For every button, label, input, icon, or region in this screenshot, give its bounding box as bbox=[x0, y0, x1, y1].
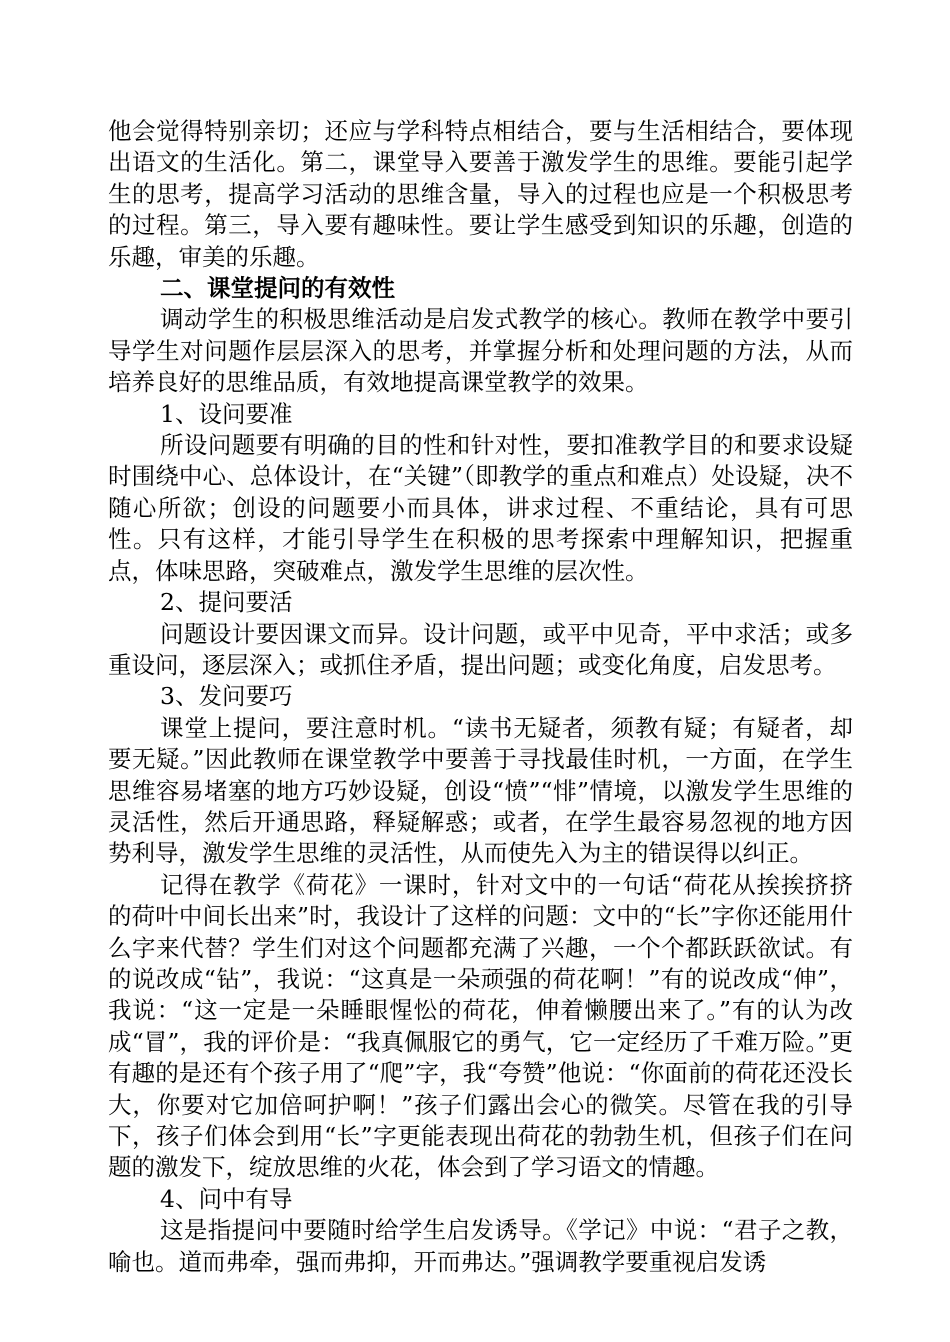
paragraph-lotus-example: 记得在教学《荷花》一课时，针对文中的一句话“荷花从挨挨挤挤的荷叶中间长出来”时，我设计了这样的问题：文中的“长”字你还能用什么字来代替？学生们对这个问题都充满了兴趣，一个个都跃跃欲试。有的说改成“钻”，我说：“这真是一朵顽强的荷花啊！”有的说改成“伸”，我说：“这一定是一朵睡眼惺忪的荷花，伸着懒腰出来了。”有的认为改成“冒”，我的评价是：“我真佩服它的勇气，它一定经历了千难万险。”更有趣的是还有个孩子用了“爬”字，我“夸赞”他说：“你面前的荷花还没长大，你要对它加倍呵护啊！”孩子们露出会心的微笑。尽管在我的引导下，孩子们体会到用“长”字更能表现出荷花的勃勃生机，但孩子们在问题的激发下，绽放思维的火花，体会到了学习语文的情趣。 bbox=[108, 870, 853, 1182]
subheading-guided-questions: 4、问中有导 bbox=[160, 1184, 293, 1213]
paragraph-clever-questions: 课堂上提问，要注意时机。“读书无疑者，须教有疑；有疑者，却要无疑。”因此教师在课堂教学中要善于寻找最佳时机，一方面，在学生思维容易堵塞的地方巧妙设疑，创设“愤”“悱”情境，以激发学生思维的灵活性，然后开通思路，释疑解惑；或者，在学生最容易忽视的地方因势利导，激发学生思维的灵活性，从而使先入为主的错误得以纠正。 bbox=[108, 713, 853, 868]
paragraph-intro-continuation: 他会觉得特别亲切；还应与学科特点相结合，要与生活相结合，要体现出语文的生活化。第二，课堂导入要善于激发学生的思维。要能引起学生的思考，提高学习活动的思维含量，导入的过程也应是一个积极思考的过程。第三，导入要有趣味性。要让学生感受到知识的乐趣，创造的乐趣，审美的乐趣。 bbox=[108, 117, 853, 271]
paragraph-flexible-questions: 问题设计要因课文而异。设计问题，或平中见奇，平中求活；或多重设问，逐层深入；或抓住矛盾，提出问题；或变化角度，启发思考。 bbox=[108, 619, 853, 679]
document-page bbox=[108, 116, 853, 1278]
paragraph-questioning-overview: 调动学生的积极思维活动是启发式教学的核心。教师在教学中要引导学生对问题作层层深入的思考，并掌握分析和处理问题的方法，从而培养良好的思维品质，有效地提高课堂教学的效果。 bbox=[108, 305, 853, 397]
paragraph-guided-questions: 这是指提问中要随时给学生启发诱导。《学记》中说：“君子之教，喻也。道而弗牵，强而弗抑，开而弗达。”强调教学要重视启发诱 bbox=[108, 1216, 853, 1276]
subheading-precise-questions: 1、设问要准 bbox=[160, 399, 293, 428]
paragraph-precise-questions: 所设问题要有明确的目的性和针对性，要扣准教学目的和要求设疑时围绕中心、总体设计，在“关键”（即教学的重点和难点）处设疑，决不随心所欲；创设的问题要小而具体，讲求过程、不重结论，具有可思性。只有这样，才能引导学生在积极的思考探索中理解知识，把握重点，体味思路，突破难点，激发学生思维的层次性。 bbox=[108, 431, 853, 585]
subheading-clever-questions: 3、发问要巧 bbox=[160, 682, 293, 711]
subheading-flexible-questions: 2、提问要活 bbox=[160, 588, 293, 617]
section-heading-questioning: 二、课堂提问的有效性 bbox=[160, 274, 395, 303]
